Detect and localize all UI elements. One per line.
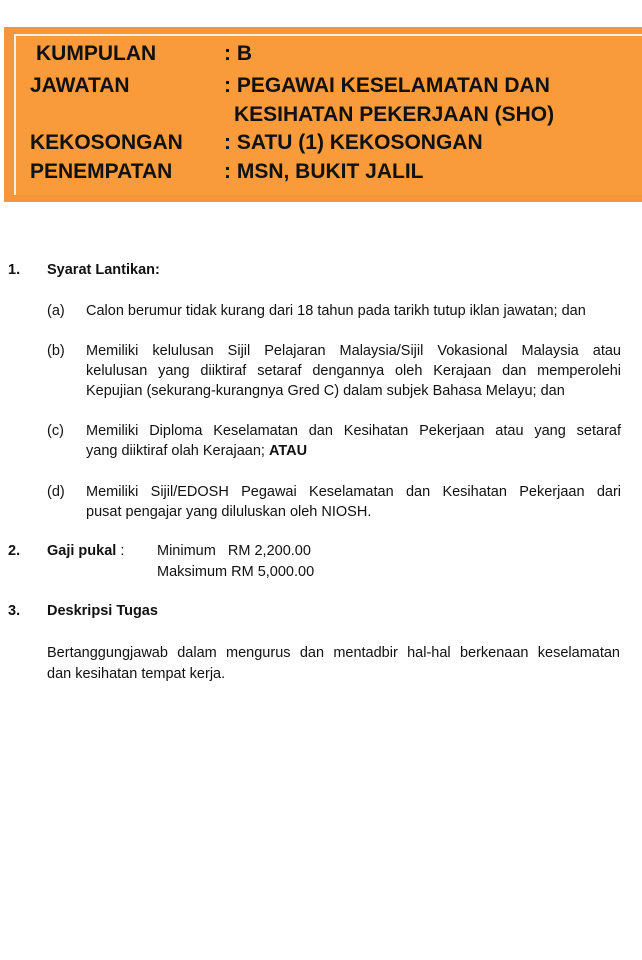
jawatan-label: JAWATAN [30, 74, 130, 97]
kumpulan-value: : B [224, 42, 252, 65]
section-3-number: 3. [8, 603, 21, 619]
requirement-c-line-text: yang diiktiraf olah Kerajaan; [86, 443, 265, 459]
kekosongan-value: : SATU (1) KEKOSONGAN [224, 131, 483, 154]
section-2-title-text: Gaji pukal [47, 543, 117, 559]
salary-minimum: Minimum RM 2,200.00 [157, 543, 311, 559]
requirement-b-line: Kepujian (sekurang-kurangnya Gred C) dalam subjek Bahasa Melayu; dan [86, 383, 565, 399]
description-line: Bertanggungjawab dalam mengurus dan mentadbir hal-hal berkenaan keselamatan [47, 645, 620, 661]
jawatan-value-line1: : PEGAWAI KESELAMATAN DAN [224, 74, 550, 97]
section-2-number: 2. [8, 543, 21, 559]
kumpulan-label: KUMPULAN [36, 42, 157, 65]
section-2-colon: : [120, 543, 125, 559]
description-line: dan kesihatan tempat kerja. [47, 666, 226, 682]
kekosongan-label: KEKOSONGAN [30, 131, 183, 154]
requirement-c-bold-atau: ATAU [268, 443, 308, 459]
section-1-number: 1. [8, 262, 21, 278]
requirement-b-text [86, 341, 621, 401]
requirement-a-line: Calon berumur tidak kurang dari 18 tahun pada tarikh tutup iklan jawatan; dan [86, 303, 586, 319]
requirement-d-line: pusat pengajar yang diluluskan oleh NIOSH. [86, 504, 372, 520]
requirement-d-line: Memiliki Sijil/EDOSH Pegawai Keselamatan dan Kesihatan Pekerjaan dari [86, 484, 621, 500]
section-2-title [47, 543, 124, 559]
requirement-b-line: kelulusan yang diiktiraf setaraf dengannya oleh Kerajaan dan memperolehi [86, 363, 621, 379]
section-3-title: Deskripsi Tugas [47, 603, 158, 619]
section-3-description [47, 643, 620, 685]
requirement-c-text [86, 421, 621, 461]
requirement-c-marker: (c) [47, 423, 64, 439]
requirement-b-line: Memiliki kelulusan Sijil Pelajaran Malaysia/Sijil Vokasional Malaysia atau [86, 343, 621, 359]
requirement-a-marker: (a) [47, 303, 65, 319]
requirement-c-line-2 [86, 441, 621, 461]
penempatan-value: : MSN, BUKIT JALIL [224, 160, 424, 183]
requirement-c-line: Memiliki Diploma Keselamatan dan Kesihatan Pekerjaan atau yang setaraf [86, 423, 621, 439]
salary-maksimum: Maksimum RM 5,000.00 [157, 564, 315, 580]
penempatan-label: PENEMPATAN [30, 160, 173, 183]
section-1-title: Syarat Lantikan: [47, 262, 160, 278]
header-panel [14, 34, 642, 195]
jawatan-value-line2: KESIHATAN PEKERJAAN (SHO) [234, 103, 555, 126]
requirement-d-text [86, 482, 621, 522]
requirement-a-text [86, 301, 621, 321]
requirement-d-marker: (d) [47, 484, 65, 500]
requirement-b-marker: (b) [47, 343, 65, 359]
